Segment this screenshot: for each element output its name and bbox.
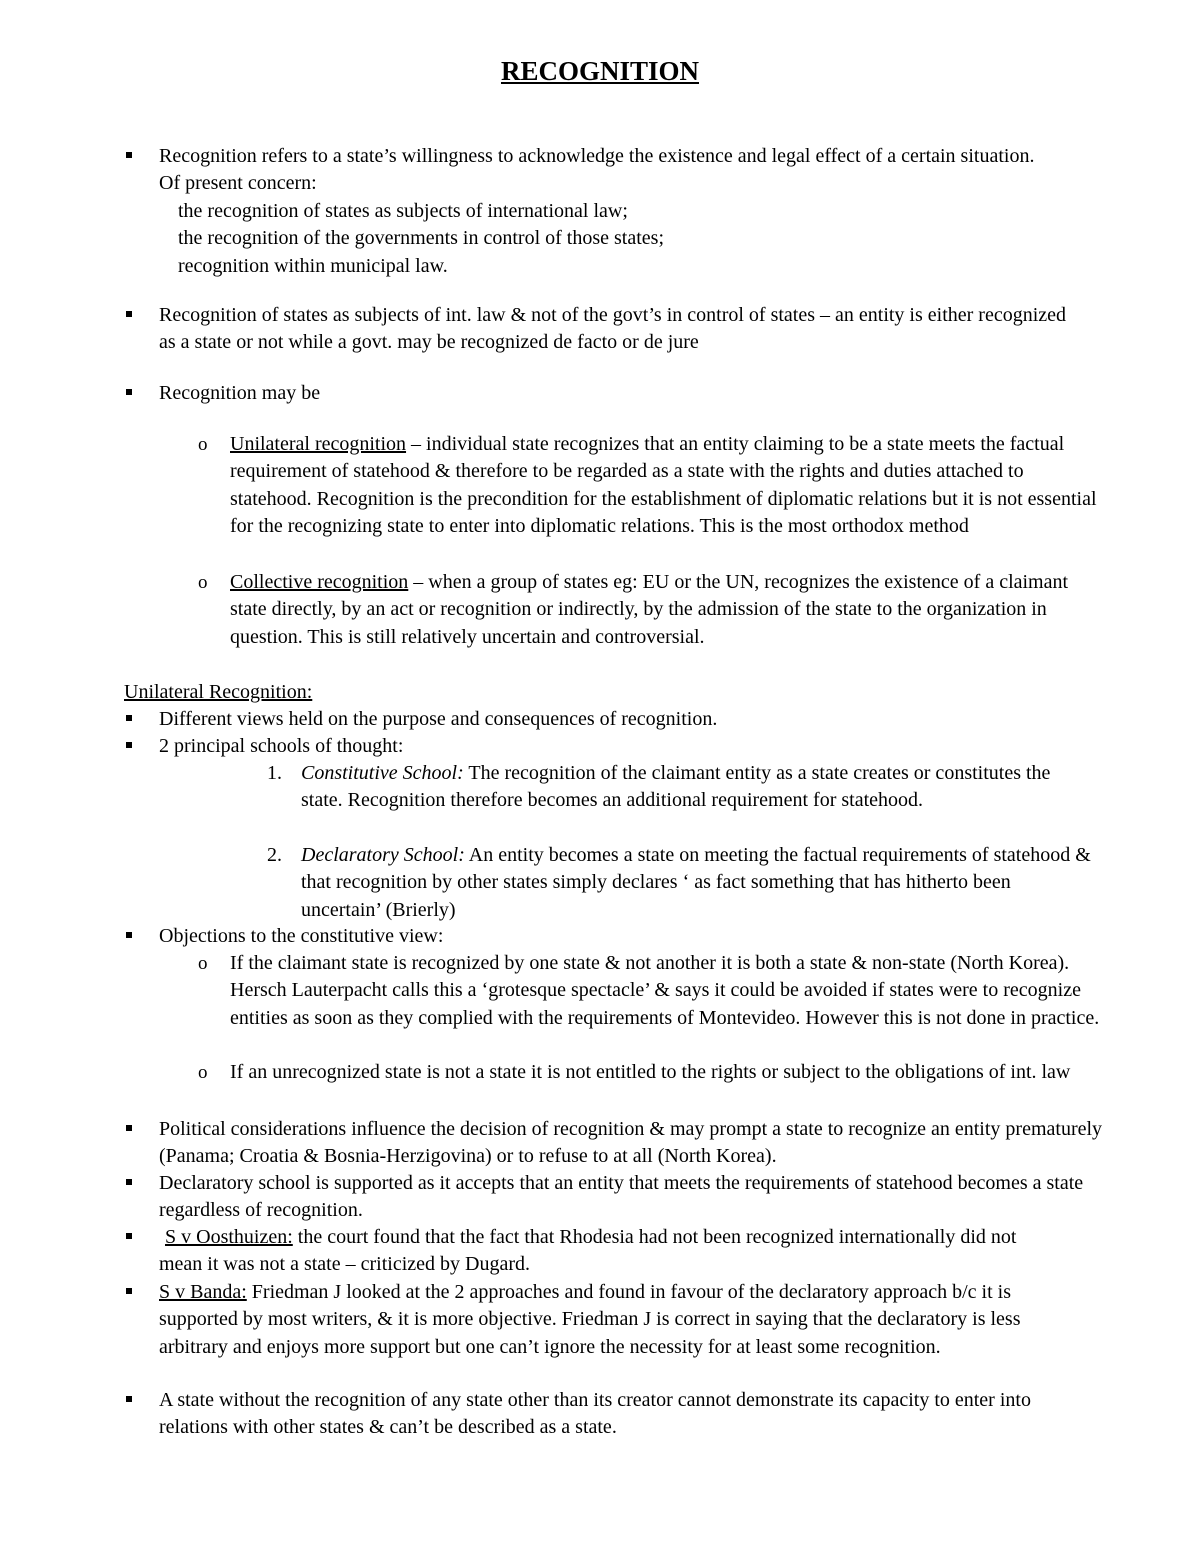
sub-bullet-icon: o bbox=[198, 1062, 208, 1083]
unilateral-recognition-term: Unilateral recognition bbox=[230, 433, 407, 455]
sub-bullet-icon: o bbox=[198, 953, 208, 974]
declaratory-school-item bbox=[301, 842, 1091, 924]
collective-recognition-text: – when a group of states eg: EU or the UN, recognizes the existence of a claimant state directly, by an act or recognition or indirectly, by the admission of the state to the organization in question. This is still relatively uncertain and controversial. bbox=[230, 571, 1069, 648]
constitutive-school-name: Constitutive School: bbox=[301, 762, 464, 784]
states-vs-govts-paragraph: Recognition of states as subjects of int. law & not of the govt’s in control of states – an entity is either recognized as a state or not while a govt. may be recognized de facto or de jure bbox=[159, 304, 1067, 354]
constitutive-school-item bbox=[301, 760, 1091, 815]
bullet-icon bbox=[126, 742, 132, 748]
case-oosthuizen-text: the court found that the fact that Rhodesia had not been recognized internationally did not mean it was not a state – criticized by Dugard. bbox=[159, 1226, 1017, 1276]
intro-sub-2: the recognition of the governments in control of those states; bbox=[178, 227, 664, 249]
intro-sub-3: recognition within municipal law. bbox=[178, 255, 448, 277]
recognition-may-be: Recognition may be bbox=[159, 382, 321, 404]
case-oosthuizen bbox=[159, 1224, 1059, 1279]
declaratory-school-name: Declaratory School: bbox=[301, 844, 465, 866]
intro-sub-1: the recognition of states as subjects of international law; bbox=[178, 200, 628, 222]
school-number: 1. bbox=[267, 762, 282, 784]
constitutive-school-text: The recognition of the claimant entity as a state creates or constitutes the state. Recognition therefore becomes an additional requirement for statehood. bbox=[301, 762, 1051, 812]
school-number: 2. bbox=[267, 844, 282, 866]
bullet-icon bbox=[126, 1288, 132, 1294]
declaratory-school-text: An entity becomes a state on meeting the factual requirements of statehood & that recognition by other states simply declares ‘ as fact something that has hitherto been uncertain’ (Brierly) bbox=[301, 844, 1091, 921]
page-title: RECOGNITION bbox=[500, 56, 700, 86]
bullet-icon bbox=[126, 1396, 132, 1402]
bullet-icon bbox=[126, 715, 132, 721]
intro-paragraph: Recognition refers to a state’s willingness to acknowledge the existence and legal effect of a certain situation. Of present concern: bbox=[159, 145, 1035, 195]
political-considerations: Political considerations influence the decision of recognition & may prompt a state to recognize an entity prematurely (Panama; Croatia & Bosnia-Herzigovina) or to refuse to at all (North Korea). bbox=[159, 1118, 1103, 1168]
case-banda-text: Friedman J looked at the 2 approaches and found in favour of the declaratory approach b/c it is supported by most writers, & it is more objective. Friedman J is correct in saying that the declaratory is less arbitrary and enjoys more support but one can’t ignore the necessity for at least some recognition. bbox=[159, 1281, 1021, 1358]
declaratory-support: Declaratory school is supported as it accepts that an entity that meets the requirements of statehood becomes a state regardless of recognition. bbox=[159, 1172, 1084, 1222]
unilateral-recognition-item bbox=[230, 431, 1100, 541]
case-banda bbox=[159, 1279, 1094, 1361]
collective-recognition-term: Collective recognition bbox=[230, 571, 409, 593]
schools-intro: 2 principal schools of thought: bbox=[159, 735, 404, 757]
case-oosthuizen-name: S v Oosthuizen: bbox=[165, 1226, 293, 1248]
final-point: A state without the recognition of any state other than its creator cannot demonstrate its capacity to enter into relations with other states & can’t be described as a state. bbox=[159, 1389, 1031, 1439]
unilateral-recognition-text: – individual state recognizes that an entity claiming to be a state meets the factual requirement of statehood & therefore to be regarded as a state with the rights and duties attached to statehood. Recognition is the precondition for the establishment of diplomatic relations but it is not essential for the recognizing state to enter into diplomatic relations. This is the most orthodox method bbox=[230, 433, 1097, 538]
case-banda-name: S v Banda: bbox=[159, 1281, 247, 1303]
bullet-icon bbox=[126, 932, 132, 938]
bullet-icon bbox=[126, 311, 132, 317]
objections-intro: Objections to the constitutive view: bbox=[159, 925, 444, 947]
bullet-icon bbox=[126, 389, 132, 395]
different-views: Different views held on the purpose and consequences of recognition. bbox=[159, 708, 718, 730]
bullet-icon bbox=[126, 1179, 132, 1185]
bullet-icon bbox=[126, 152, 132, 158]
collective-recognition-item bbox=[230, 569, 1100, 651]
objection-1: If the claimant state is recognized by one state & not another it is both a state & non-state (North Korea). Hersch Lauterpacht calls this a ‘grotesque spectacle’ & says it could be avoided if states were to recognize entities as soon as they complied with the requirements of Montevideo. However this is not done in practice. bbox=[230, 952, 1100, 1029]
section-heading: Unilateral Recognition: bbox=[124, 681, 313, 703]
bullet-icon bbox=[126, 1233, 132, 1239]
sub-bullet-icon: o bbox=[198, 572, 208, 593]
sub-bullet-icon: o bbox=[198, 434, 208, 455]
objection-2: If an unrecognized state is not a state it is not entitled to the rights or subject to the obligations of int. law bbox=[230, 1061, 1071, 1083]
bullet-icon bbox=[126, 1125, 132, 1131]
